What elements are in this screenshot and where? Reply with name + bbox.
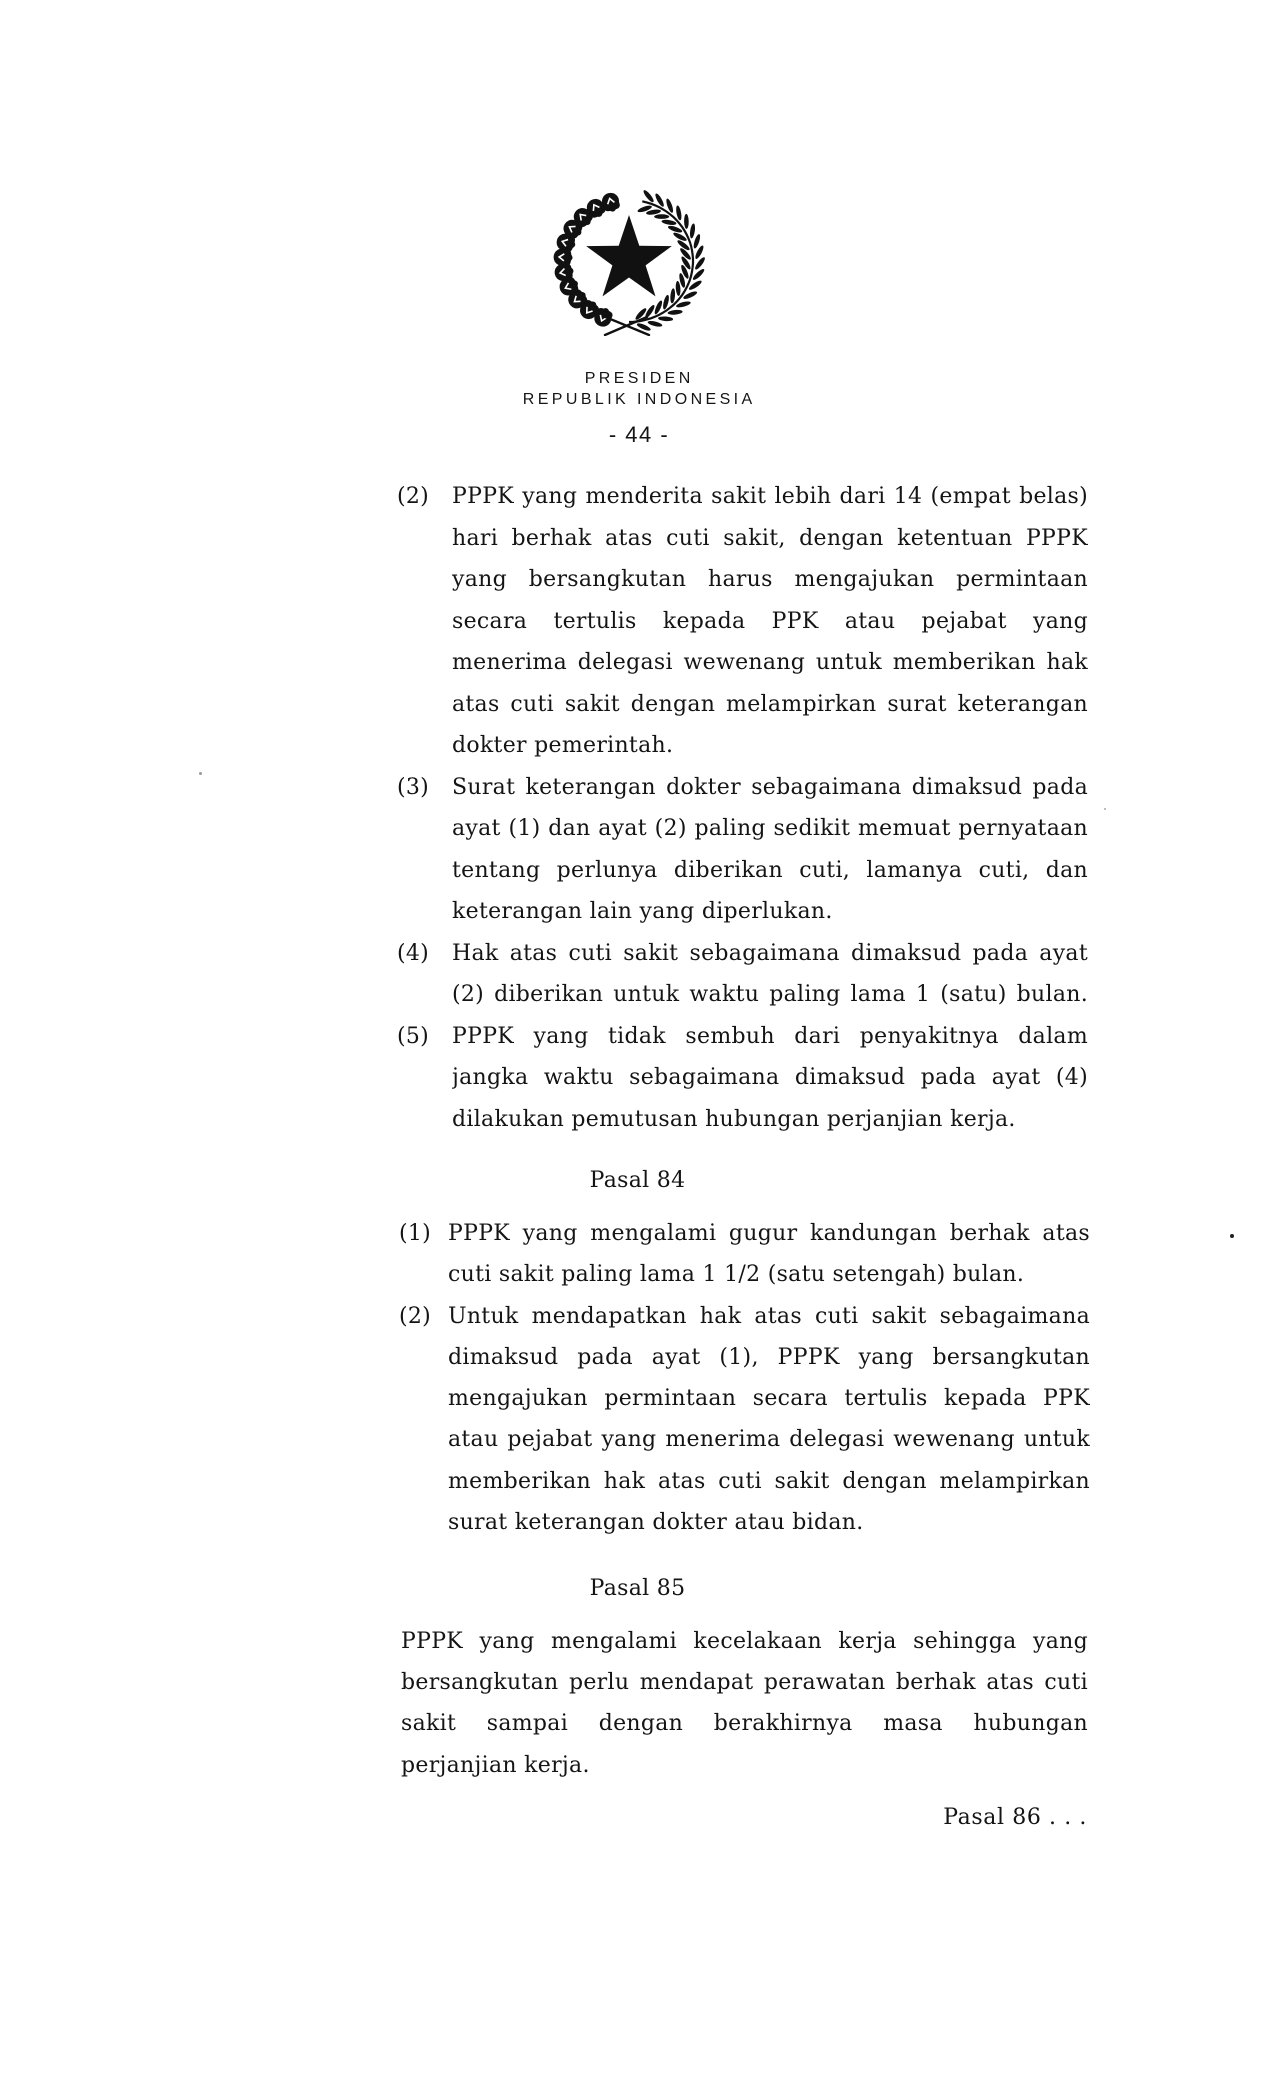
item-label: (1) — [399, 1221, 432, 1246]
presidential-emblem-icon — [553, 188, 705, 336]
text-line: dimaksud pada ayat (1), PPPK yang bersangkutan — [448, 1344, 1090, 1370]
text-line: (2) diberikan untuk waktu paling lama 1 (satu) bulan. — [452, 982, 1088, 1007]
text-line: dilakukan pemutusan hubungan perjanjian kerja. — [452, 1106, 1016, 1132]
text-line: bersangkutan perlu mendapat perawatan berhak atas cuti — [401, 1670, 1088, 1696]
scan-speck — [1104, 808, 1106, 810]
rice-grain — [692, 233, 701, 249]
rice-grain — [647, 320, 663, 328]
text-line: atau pejabat yang menerima delegasi wewenang untuk — [448, 1427, 1090, 1453]
text-line: sakit sampai dengan berakhirnya masa hubungan — [401, 1711, 1088, 1737]
text-line: perjanjian kerja. — [401, 1752, 590, 1778]
rice-grain — [670, 288, 676, 303]
text-line: hari berhak atas cuti sakit, dengan ketentuan PPPK — [452, 525, 1088, 551]
text-line: mengajukan permintaan secara tertulis kepada PPK — [448, 1386, 1090, 1412]
page-number: - 44 - — [608, 422, 670, 447]
text-line: tentang perlunya diberikan cuti, lamanya cuti, dan — [452, 857, 1088, 883]
article-heading-pasal-84: Pasal 84 — [589, 1168, 686, 1193]
text-line: PPPK yang tidak sembuh dari penyakitnya dalam — [452, 1023, 1088, 1049]
scan-speck — [1230, 1234, 1234, 1238]
text-line: secara tertulis kepada PPK atau pejabat yang — [452, 608, 1088, 634]
pasal-85-paragraph — [401, 1621, 1088, 1786]
text-line: PPPK yang mengalami kecelakaan kerja sehingga yang — [401, 1629, 1088, 1654]
article-item — [397, 767, 1088, 933]
header-title-presiden: PRESIDEN — [584, 370, 694, 387]
article-heading-pasal-85: Pasal 85 — [589, 1576, 686, 1601]
rice-grain — [675, 281, 681, 296]
item-label: (2) — [399, 1303, 432, 1329]
continued-article-items — [397, 476, 1088, 1140]
item-label: (5) — [397, 1023, 430, 1049]
article-item — [399, 1213, 1090, 1296]
text-line: PPPK yang mengalami gugur kandungan berhak atas — [448, 1221, 1090, 1246]
article-item — [397, 476, 1088, 767]
rice-grain — [692, 268, 705, 282]
text-line: Surat keterangan dokter sebagaimana dimaksud pada — [452, 774, 1088, 800]
text-line: memberikan hak atas cuti sakit dengan melampirkan — [448, 1468, 1090, 1494]
article-item — [397, 933, 1088, 1016]
rice-grain — [689, 223, 696, 239]
text-line: jangka waktu sebagaimana dimaksud pada ayat (4) — [452, 1065, 1088, 1090]
rice-grain — [661, 219, 677, 226]
rice-grain — [654, 214, 669, 219]
text-line: ayat (1) dan ayat (2) paling sedikit memuat pernyataan — [452, 816, 1088, 841]
text-line: PPPK yang menderita sakit lebih dari 14 (empat belas) — [452, 484, 1088, 509]
text-line: Hak atas cuti sakit sebagaimana dimaksud pada ayat — [452, 940, 1088, 966]
text-line: surat keterangan dokter atau bidan. — [448, 1510, 864, 1536]
next-page-reference: Pasal 86 . . . — [943, 1805, 1087, 1830]
rice-grain — [667, 309, 682, 315]
rice-grain — [694, 256, 705, 271]
text-line: menerima delegasi wewenang untuk memberikan hak — [452, 650, 1088, 675]
text-line: dokter pemerintah. — [452, 733, 674, 758]
star-icon — [586, 215, 672, 296]
item-label: (3) — [397, 774, 430, 800]
header-title-republik-indonesia: REPUBLIK INDONESIA — [522, 391, 756, 408]
item-label: (4) — [397, 940, 430, 966]
article-item — [397, 1016, 1088, 1141]
rice-grain — [684, 214, 689, 229]
scan-speck — [199, 772, 202, 775]
rice-grain — [658, 316, 673, 322]
text-line: keterangan lain yang diperlukan. — [452, 899, 833, 924]
item-label: (2) — [397, 484, 430, 509]
text-line: yang bersangkutan harus mengajukan permintaan — [452, 567, 1088, 592]
article-item — [399, 1296, 1090, 1544]
pasal-84-items — [399, 1213, 1090, 1543]
text-line: Untuk mendapatkan hak atas cuti sakit sebagaimana — [448, 1303, 1090, 1329]
text-line: atas cuti sakit dengan melampirkan surat keterangan — [452, 691, 1088, 717]
text-line: cuti sakit paling lama 1 1/2 (satu setengah) bulan. — [448, 1262, 1025, 1288]
